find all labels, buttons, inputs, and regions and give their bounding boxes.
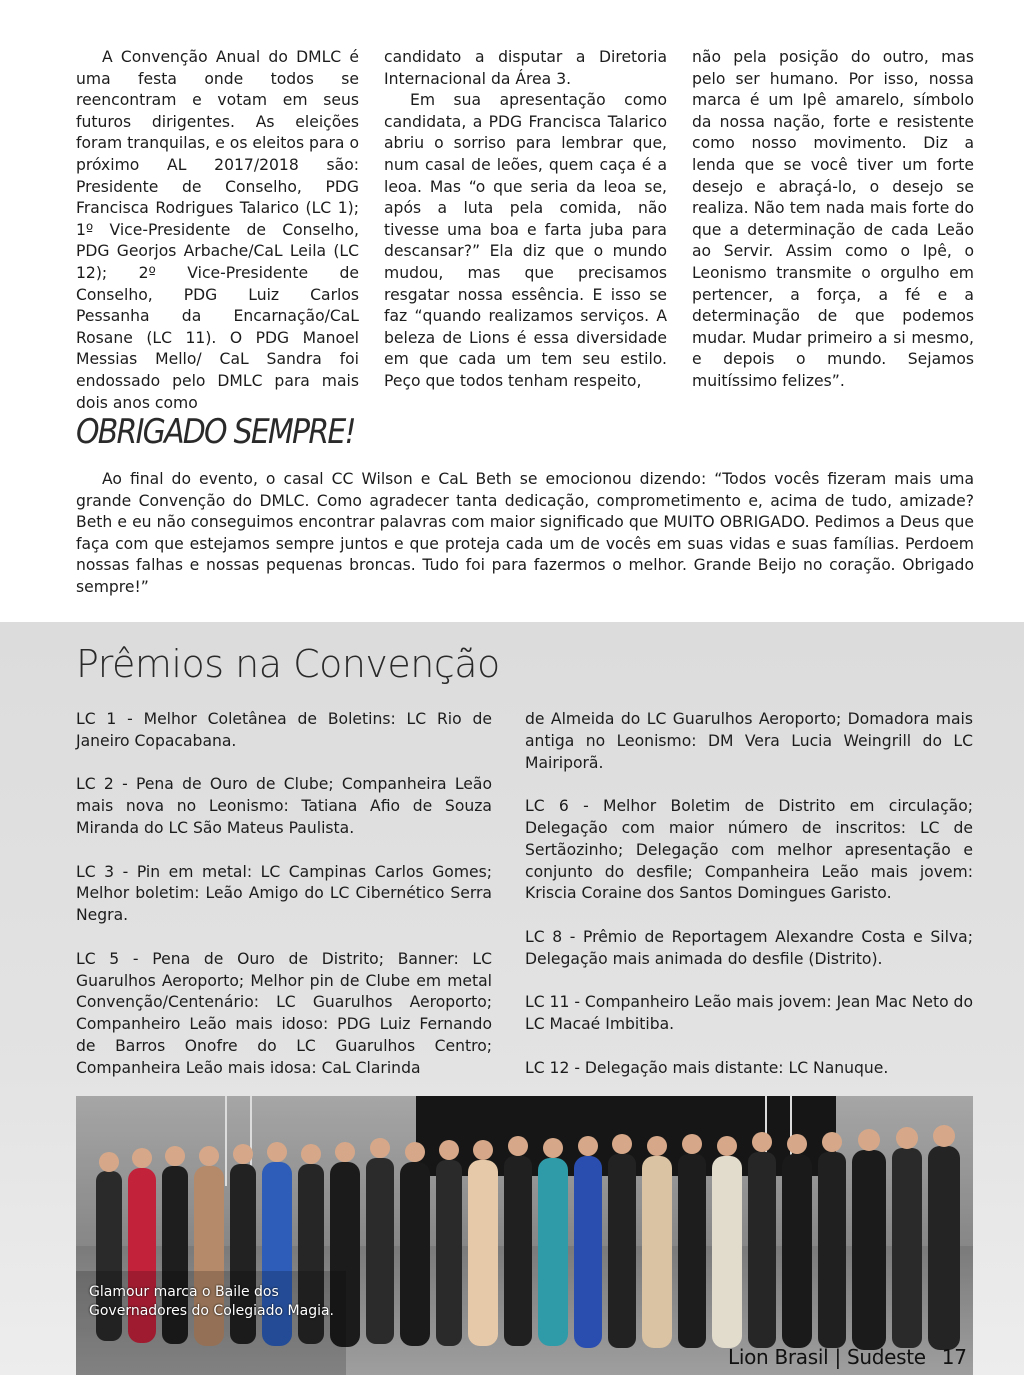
- award-item: LC 3 - Pin em metal: LC Campinas Carlos Gomes; Melhor boletim: Leão Amigo do LC Cibernético Serra Negra.: [76, 862, 492, 925]
- column-1-paragraph: A Convenção Anual do DMLC é uma festa onde todos se reencontram e votam em seus futuros dirigentes. As eleições foram tranquilas, e os eleitos para o próximo AL 2017/2018 são: Presidente de Conselho, PDG Francisca Rodrigues Talarico (LC 1); 1º Vice-Presidente de Conselho, PDG Georjos Arbache/CaL Leila (LC 12); 2º Vice-Presidente de Conselho, PDG Luiz Carlos Pessanha da Encarnação/CaL Rosane (LC 11). O PDG Manoel Messias Mello/ CaL Sandra foi endossado pelo DMLC para mais dois anos como: [76, 48, 359, 412]
- article-column-2: [384, 47, 667, 393]
- award-item: LC 2 - Pena de Ouro de Clube; Companheira Leão mais nova no Leonismo: Tatiana Afio de Souza Miranda do LC São Mateus Paulista.: [76, 775, 492, 837]
- ball-group-photo: [76, 1096, 973, 1375]
- award-item: LC 6 - Melhor Boletim de Distrito em circulação; Delegação com maior número de inscritos: LC de Sertãozinho; Delegação com melhor apresentação e conjunto do desfile; Companheira Leão mais jovem: Kriscia Coraine dos Santos Domingues Garisto.: [525, 797, 973, 903]
- column-3-paragraph: não pela posição do outro, mas pelo ser humano. Por isso, nossa marca é um Ipê amarelo, símbolo da nossa nação, forte e resistente como nosso movimento. Diz a lenda que se você tiver um forte desejo e abraçá-lo, o desejo se realiza. Não tem nada mais forte do que a determinação de cada Leão ao Servir. Assim como o Ipê, o Leonismo transmite o orgulho em pertencer, a força, a fé e a determinação de que podemos mudar. Mudar primeiro a si mesmo, e depois o mundo. Sejamos muitíssimo felizes”.: [692, 48, 974, 390]
- page-footer: [728, 1345, 967, 1369]
- award-item: LC 12 - Delegação mais distante: LC Nanuque.: [525, 1058, 889, 1077]
- photo-caption: [89, 1283, 334, 1321]
- award-item: LC 11 - Companheiro Leão mais jovem: Jean Mac Neto do LC Macaé Imbitiba.: [525, 993, 974, 1034]
- obrigado-paragraph: Ao final do evento, o casal CC Wilson e CaL Beth se emocionou dizendo: “Todos vocês fizeram mais uma grande Convenção do DMLC. Como agradecer tanta dedicação, comprometimento e, acima de tudo, amizade? Beth e eu não conseguimos encontrar palavras com maior significado que MUITO OBRIGADO. Pedimos a Deus que faça com que estejamos sempre juntos e que proteja cada um de vocês em suas vidas e suas famílias. Perdoem nossas falhas e nossas pequenas broncas. Tudo foi para fazermos o melhor. Grande Beijo no coração. Obrigado sempre!”: [76, 470, 974, 596]
- page-number: 17: [941, 1345, 967, 1369]
- award-item: LC 5 - Pena de Ouro de Distrito; Banner: LC Guarulhos Aeroporto; Melhor pin de Clube em metal Convenção/Centenário: LC Guarulhos Aeroporto; Companheiro Leão mais idoso: PDG Luiz Fernando de Barros Onofre do LC Guarulhos Centro; Companheira Leão mais idosa: CaL Clarinda: [76, 949, 492, 1077]
- obrigado-heading: OBRIGADO SEMPRE!: [76, 412, 355, 452]
- award-item: de Almeida do LC Guarulhos Aeroporto; Domadora mais antiga no Leonismo: DM Vera Lucia Weingrill do LC Mairiporã.: [525, 710, 973, 772]
- article-column-1: [76, 47, 359, 414]
- magazine-name: Lion Brasil | Sudeste: [728, 1345, 926, 1369]
- awards-column-left: [76, 709, 492, 1101]
- awards-column-right: [525, 709, 973, 1101]
- column-2-paragraph-1: candidato a disputar a Diretoria Internacional da Área 3.: [384, 48, 667, 88]
- article-column-3: [692, 47, 974, 393]
- awards-heading: Prêmios na Convenção: [76, 642, 500, 686]
- caption-line-2: Governadores do Colegiado Magia.: [89, 1303, 334, 1319]
- caption-line-1: Glamour marca o Baile dos: [89, 1284, 279, 1300]
- award-item: LC 8 - Prêmio de Reportagem Alexandre Costa e Silva; Delegação mais animada do desfile (Distrito).: [525, 927, 973, 968]
- award-item: LC 1 - Melhor Coletânea de Boletins: LC Rio de Janeiro Copacabana.: [76, 710, 492, 750]
- column-2-paragraph-2: Em sua apresentação como candidata, a PDG Francisca Talarico abriu o sorriso para lembrar que, num casal de leões, quem caça é a leoa. Mas “o que seria da leoa se, após a luta pela comida, não tivesse uma boa e farta juba para descansar?” Ela diz que o mundo mudou, mas que precisamos resgatar nossa essência. E isso se faz “quando realizamos serviços. A beleza de Lions é essa diversidade em que cada um tem seu estilo. Peço que todos tenham respeito,: [384, 91, 667, 390]
